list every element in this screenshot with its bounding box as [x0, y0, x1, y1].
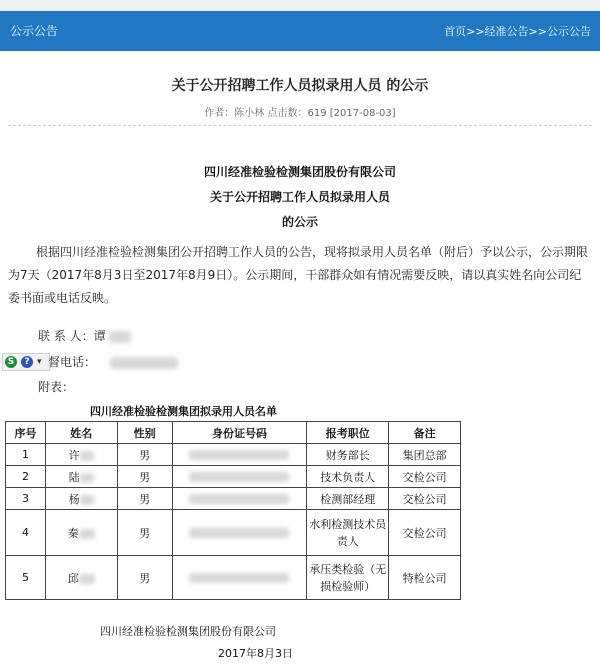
breadcrumb[interactable]: 首页>>经准公告>>公示公告: [444, 25, 591, 38]
table-row: [6, 556, 461, 600]
cell-note: 交检公司: [389, 510, 461, 556]
col-header-no: 序号: [6, 422, 46, 444]
table-row: [6, 444, 461, 466]
cell-name: 邱: [45, 556, 117, 600]
chevron-down-icon[interactable]: ▾: [37, 357, 42, 367]
table-row: [6, 488, 461, 510]
article-panel: [0, 51, 600, 669]
contact-label: 联 系 人：谭: [38, 329, 106, 343]
cell-name: 陆: [45, 466, 117, 488]
col-header-name: 姓名: [45, 422, 117, 444]
cell-name: 杨: [45, 488, 117, 510]
cell-no: 5: [6, 556, 46, 600]
cell-position: 水利检测技术员责人: [307, 510, 389, 556]
candidate-table: [5, 421, 461, 600]
table-row: [6, 466, 461, 488]
cell-position: 财务部长: [307, 444, 389, 466]
cell-note: 交检公司: [389, 466, 461, 488]
cell-position: 技术负责人: [307, 466, 389, 488]
redacted-phone: [110, 357, 178, 369]
cell-no: 4: [6, 510, 46, 556]
top-bar: [0, 11, 600, 51]
col-header-note: 备注: [389, 422, 461, 444]
cell-position: 承压类检验（无损检验师）: [307, 556, 389, 600]
contact-line: [38, 327, 131, 344]
section-title: 公示公告: [10, 24, 59, 38]
redacted-name: [109, 331, 131, 343]
cell-no: 2: [6, 466, 46, 488]
cell-id: [172, 444, 307, 466]
article-title: 关于公开招聘工作人员拟录用人员 的公示: [171, 78, 429, 94]
cell-id: [172, 556, 307, 600]
cell-sex: 男: [117, 466, 172, 488]
article-meta: 作者：陈小林 点击数：619 [2017-08-03]: [204, 108, 396, 119]
cell-sex: 男: [117, 556, 172, 600]
table-header-row: [6, 422, 461, 444]
cell-id: [172, 510, 307, 556]
cell-sex: 男: [117, 488, 172, 510]
cell-id: [172, 466, 307, 488]
cell-note: 特检公司: [389, 556, 461, 600]
cell-no: 3: [6, 488, 46, 510]
cell-position: 检测部经理: [307, 488, 389, 510]
col-header-sex: 性别: [117, 422, 172, 444]
cell-note: 交检公司: [389, 488, 461, 510]
table-row: [6, 510, 461, 556]
cell-no: 1: [6, 444, 46, 466]
attachment-label: 附表：: [38, 380, 75, 394]
cell-name: 秦: [45, 510, 117, 556]
table-title: 四川经准检验检测集团拟录用人员名单: [90, 405, 277, 418]
phone-line: [48, 353, 178, 370]
cell-name: 许: [45, 444, 117, 466]
col-header-position: 报考职位: [307, 422, 389, 444]
cell-sex: 男: [117, 444, 172, 466]
cell-id: [172, 488, 307, 510]
col-header-id: 身份证号码: [172, 422, 307, 444]
phone-label: 督电话：: [48, 355, 97, 369]
footer-company: 四川经准检验检测集团股份有限公司: [100, 625, 276, 638]
share-widget[interactable]: [2, 353, 50, 371]
cell-note: 集团总部: [389, 444, 461, 466]
article-body: 根据四川经准检验检测集团公开招聘工作人员的公告，现将拟录用人员名单（附后）予以公示，公示期限为7天（2017年8月3日至2017年8月9日）。公示期间，干部群众如有情况需要反映，请以真实姓名向公司纪委书面或电话反映。: [8, 245, 589, 305]
headline-line-2: 关于公开招聘工作人员拟录用人员: [209, 190, 390, 204]
footer-date: 2017年8月3日: [218, 647, 293, 660]
divider: [8, 125, 592, 126]
cell-sex: 男: [117, 510, 172, 556]
headline-line-3: 的公示: [281, 215, 318, 229]
help-icon[interactable]: ?: [21, 356, 33, 368]
share-s-icon[interactable]: S: [5, 356, 17, 368]
headline-line-1: 四川经准检验检测集团股份有限公司: [203, 165, 396, 179]
